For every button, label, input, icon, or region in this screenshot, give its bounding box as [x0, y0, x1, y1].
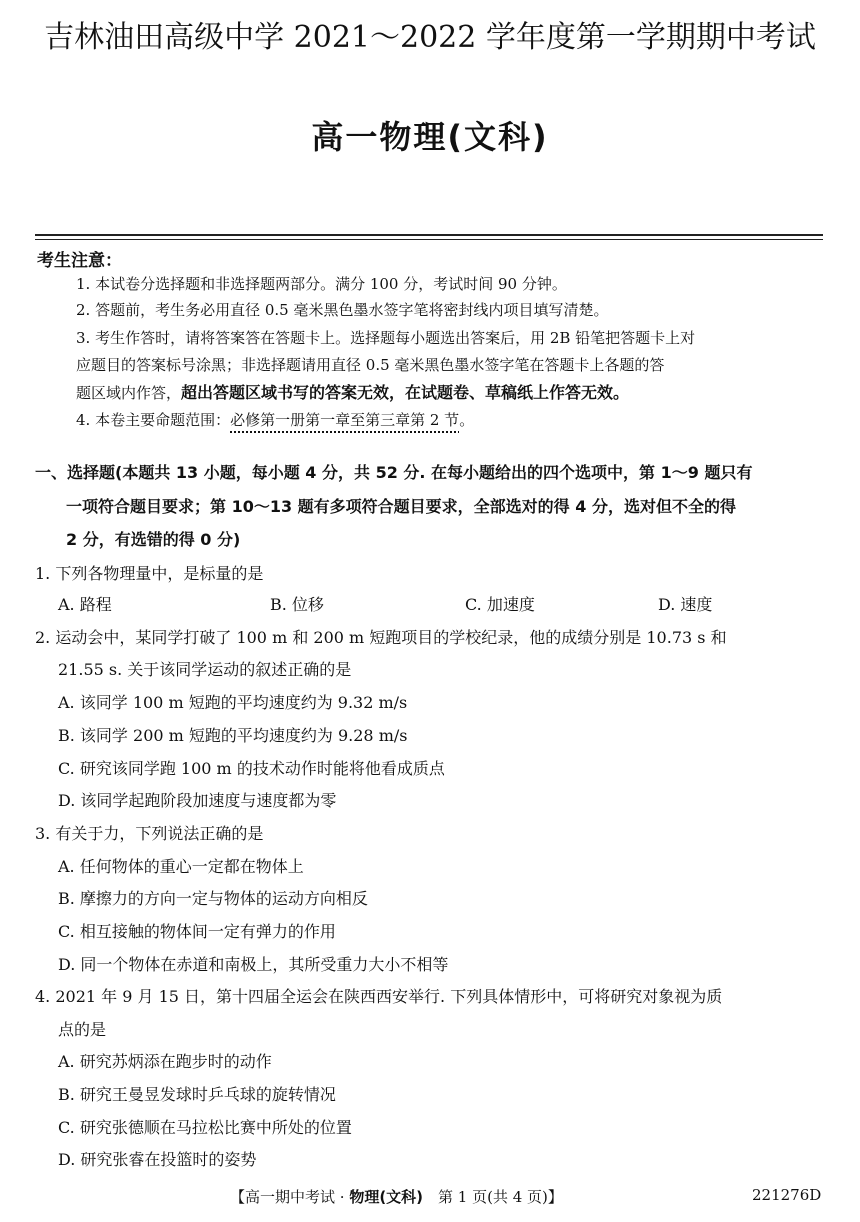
notice-title: 考生注意： — [37, 251, 122, 271]
question-3-stem: 3. 有关于力，下列说法正确的是 — [35, 824, 264, 843]
notice-item-1: 1. 本试卷分选择题和非选择题两部分。满分 100 分，考试时间 90 分钟。 — [76, 275, 567, 293]
question-4-option-a: A. 研究苏炳添在跑步时的动作 — [58, 1052, 272, 1071]
notice-item-4-scope: 必修第一册第一章至第三章第 2 节 — [230, 411, 460, 429]
question-4-option-d: D. 研究张睿在投篮时的姿势 — [58, 1150, 257, 1169]
notice-item-4-suffix: 。 — [459, 411, 475, 429]
question-4-option-b: B. 研究王曼昱发球时乒乓球的旋转情况 — [58, 1085, 336, 1104]
notice-item-3-line-1: 3. 考生作答时，请将答案答在答题卡上。选择题每小题选出答案后，用 2B 铅笔把答题卡上对 — [76, 329, 696, 347]
question-3-option-b: B. 摩擦力的方向一定与物体的运动方向相反 — [58, 889, 368, 908]
top-divider-thin — [35, 239, 823, 240]
notice-item-4 — [76, 410, 474, 430]
footer-page-number: 第 1 页(共 4 页)】 — [423, 1188, 563, 1206]
footer-exam-name: 【高一期中考试 · — [230, 1188, 350, 1206]
question-1-option-d: D. 速度 — [658, 595, 713, 614]
paper-code: 221276D — [752, 1186, 822, 1204]
section-1-instructions-line-3: 2 分，有选错的得 0 分) — [66, 530, 241, 549]
question-3-option-c: C. 相互接触的物体间一定有弹力的作用 — [58, 922, 336, 941]
notice-item-2: 2. 答题前，考生务必用直径 0.5 毫米黑色墨水签字笔将密封线内项目填写清楚。 — [76, 301, 609, 319]
question-2-option-c: C. 研究该同学跑 100 m 的技术动作时能将他看成质点 — [58, 759, 445, 778]
question-2-option-d: D. 该同学起跑阶段加速度与速度都为零 — [58, 791, 337, 810]
notice-item-3-warning: 超出答题区域书写的答案无效，在试题卷、草稿纸上作答无效。 — [181, 383, 630, 402]
question-1-option-b: B. 位移 — [270, 595, 324, 614]
subject-title: 高一物理(文科) — [311, 118, 549, 156]
question-1-stem: 1. 下列各物理量中，是标量的是 — [35, 564, 264, 583]
question-2-stem-line-1: 2. 运动会中，某同学打破了 100 m 和 200 m 短跑项目的学校纪录，他的成绩分别是 10.73 s 和 — [35, 628, 727, 647]
question-3-option-d: D. 同一个物体在赤道和南极上，其所受重力大小不相等 — [58, 955, 449, 974]
notice-item-3-line-3 — [76, 383, 629, 403]
question-1-option-c: C. 加速度 — [465, 595, 535, 614]
exam-title: 吉林油田高级中学 2021～2022 学年度第一学期期中考试 — [44, 20, 816, 55]
question-2-option-b: B. 该同学 200 m 短跑的平均速度约为 9.28 m/s — [58, 726, 408, 745]
question-4-stem-line-2: 点的是 — [58, 1020, 107, 1039]
notice-item-4-prefix: 4. 本卷主要命题范围： — [76, 411, 231, 429]
top-divider — [35, 234, 823, 236]
page-footer — [230, 1186, 563, 1207]
notice-item-3-line-2: 应题目的答案标号涂黑；非选择题请用直径 0.5 毫米黑色墨水签字笔在答题卡上各题的答 — [76, 356, 665, 374]
question-4-stem-line-1: 4. 2021 年 9 月 15 日，第十四届全运会在陕西西安举行. 下列具体情形中，可将研究对象视为质 — [35, 987, 723, 1006]
section-1-instructions-line-2: 一项符合题目要求；第 10～13 题有多项符合题目要求，全部选对的得 4 分，选对但不全的得 — [66, 497, 736, 516]
section-1-instructions-line-1: 一、选择题(本题共 13 小题，每小题 4 分，共 52 分. 在每小题给出的四个选项中，第 1～9 题只有 — [35, 463, 753, 482]
question-2-option-a: A. 该同学 100 m 短跑的平均速度约为 9.32 m/s — [58, 693, 408, 712]
notice-item-3-line-3-prefix: 题区域内作答， — [76, 384, 182, 402]
question-3-option-a: A. 任何物体的重心一定都在物体上 — [58, 857, 304, 876]
footer-subject: 物理(文科) — [349, 1188, 424, 1206]
question-1-option-a: A. 路程 — [58, 595, 112, 614]
question-2-stem-line-2: 21.55 s. 关于该同学运动的叙述正确的是 — [58, 660, 352, 679]
question-4-option-c: C. 研究张德顺在马拉松比赛中所处的位置 — [58, 1118, 352, 1137]
